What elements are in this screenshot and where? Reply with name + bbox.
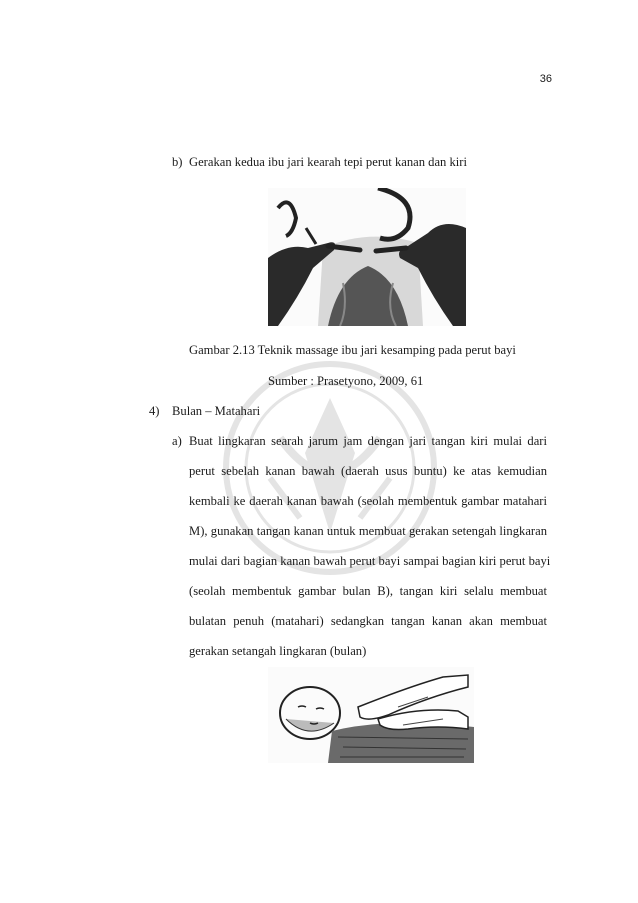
figure-baby-massage-illustration [268,667,474,763]
paragraph-line: (seolah membentuk gambar bulan B), tangan kiri selalu membuat [189,584,547,598]
paragraph-line: M), gunakan tangan kanan untuk membuat gerakan setengah lingkaran [189,524,547,538]
section-title: Bulan – Matahari [172,404,261,418]
paragraph-line: kembali ke daerah kanan bawah (seolah membentuk gambar matahari [189,494,547,508]
figure-source: Sumber : Prasetyono, 2009, 61 [268,374,424,388]
list-marker-b: b) [172,155,183,169]
paragraph-line: mulai dari bagian kanan bawah perut bayi sampai bagian kiri perut bayi [189,554,551,568]
paragraph-line: Buat lingkaran searah jarum jam dengan jari tangan kiri mulai dari [189,434,547,448]
item-b-text: Gerakan kedua ibu jari kearah tepi perut kanan dan kiri [189,155,467,169]
list-marker-a: a) [172,434,182,448]
paragraph-line: perut sebelah kanan bawah (daerah usus buntu) ke atas kemudian [189,464,547,478]
paragraph-line: gerakan setangah lingkaran (bulan) [189,644,367,658]
figure-caption: Gambar 2.13 Teknik massage ibu jari kesamping pada perut bayi [189,343,516,357]
figure-thumb-massage-illustration [268,188,466,326]
page-number: 36 [539,73,552,85]
list-marker-4: 4) [149,404,160,418]
paragraph-line: bulatan penuh (matahari) sedangkan tangan kanan akan membuat [189,614,547,628]
